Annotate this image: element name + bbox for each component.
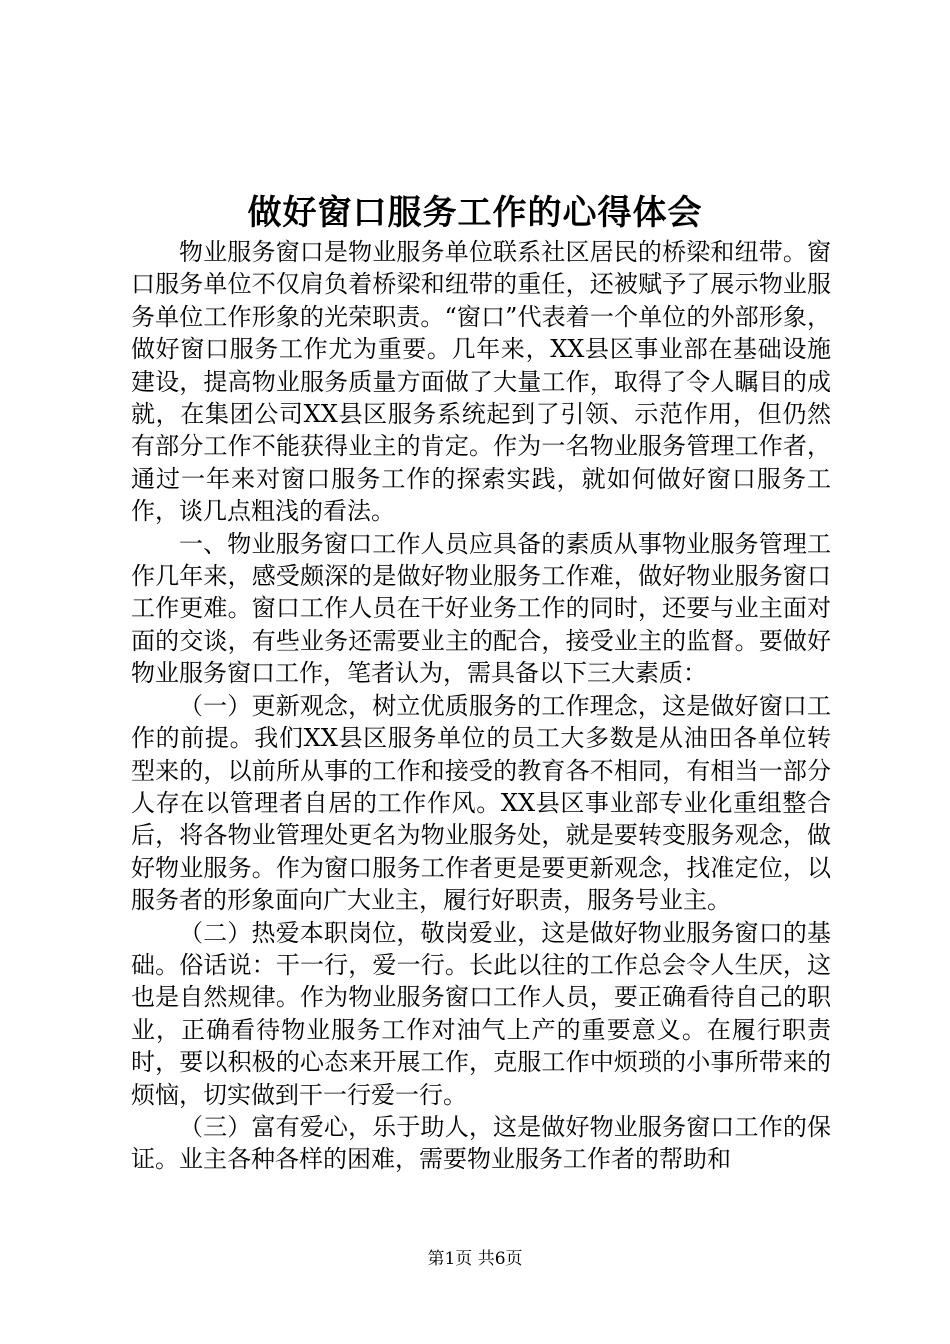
document-body xyxy=(131,236,831,1176)
paragraph: 一、物业服务窗口工作人员应具备的素质从事物业服务管理工作几年来，感受颇深的是做好物业服务工作难，做好物业服务窗口工作更难。窗口工作人员在干好业务工作的同时，还要与业主面对面的交谈，有些业务还需要业主的配合，接受业主的监督。要做好物业服务窗口工作，笔者认为，需具备以下三大素质： xyxy=(131,529,831,688)
paragraph: （二）热爱本职岗位，敬岗爱业，这是做好物业服务窗口的基础。俗话说：干一行，爱一行。长此以往的工作总会令人生厌，这也是自然规律。作为物业服务窗口工作人员，要正确看待自己的职业，正确看待物业服务工作对油气上产的重要意义。在履行职责时，要以积极的心态来开展工作，克服工作中烦琐的小事所带来的烦恼，切实做到干一行爱一行。 xyxy=(131,918,831,1109)
document-title: 做好窗口服务工作的心得体会 xyxy=(247,193,703,233)
page-footer: 第1页 共6页 xyxy=(427,1249,523,1269)
paragraph: （一）更新观念，树立优质服务的工作理念，这是做好窗口工作的前提。我们XX县区服务单位的员工大多数是从油田各单位转型来的，以前所从事的工作和接受的教育各不相同，有相当一部分人存在以管理者自居的工作作风。XX县区事业部专业化重组整合后，将各物业管理处更名为物业服务处，就是要转变服务观念，做好物业服务。作为窗口服务工作者更是要更新观念，找准定位，以服务者的形象面向广大业主，履行好职责，服务号业主。 xyxy=(131,691,831,915)
paragraph: 物业服务窗口是物业服务单位联系社区居民的桥梁和纽带。窗口服务单位不仅肩负着桥梁和纽带的重任，还被赋予了展示物业服务单位工作形象的光荣职责。“窗口”代表着一个单位的外部形象，做好窗口服务工作尤为重要。几年来，XX县区事业部在基础设施建设，提高物业服务质量方面做了大量工作，取得了令人瞩目的成就，在集团公司XX县区服务系统起到了引领、示范作用，但仍然有部分工作不能获得业主的肯定。作为一名物业服务管理工作者，通过一年来对窗口服务工作的探索实践，就如何做好窗口服务工作，谈几点粗浅的看法。 xyxy=(131,238,831,526)
paragraph: （三）富有爱心，乐于助人，这是做好物业服务窗口工作的保证。业主各种各样的困难，需要物业服务工作者的帮助和 xyxy=(131,1112,831,1174)
